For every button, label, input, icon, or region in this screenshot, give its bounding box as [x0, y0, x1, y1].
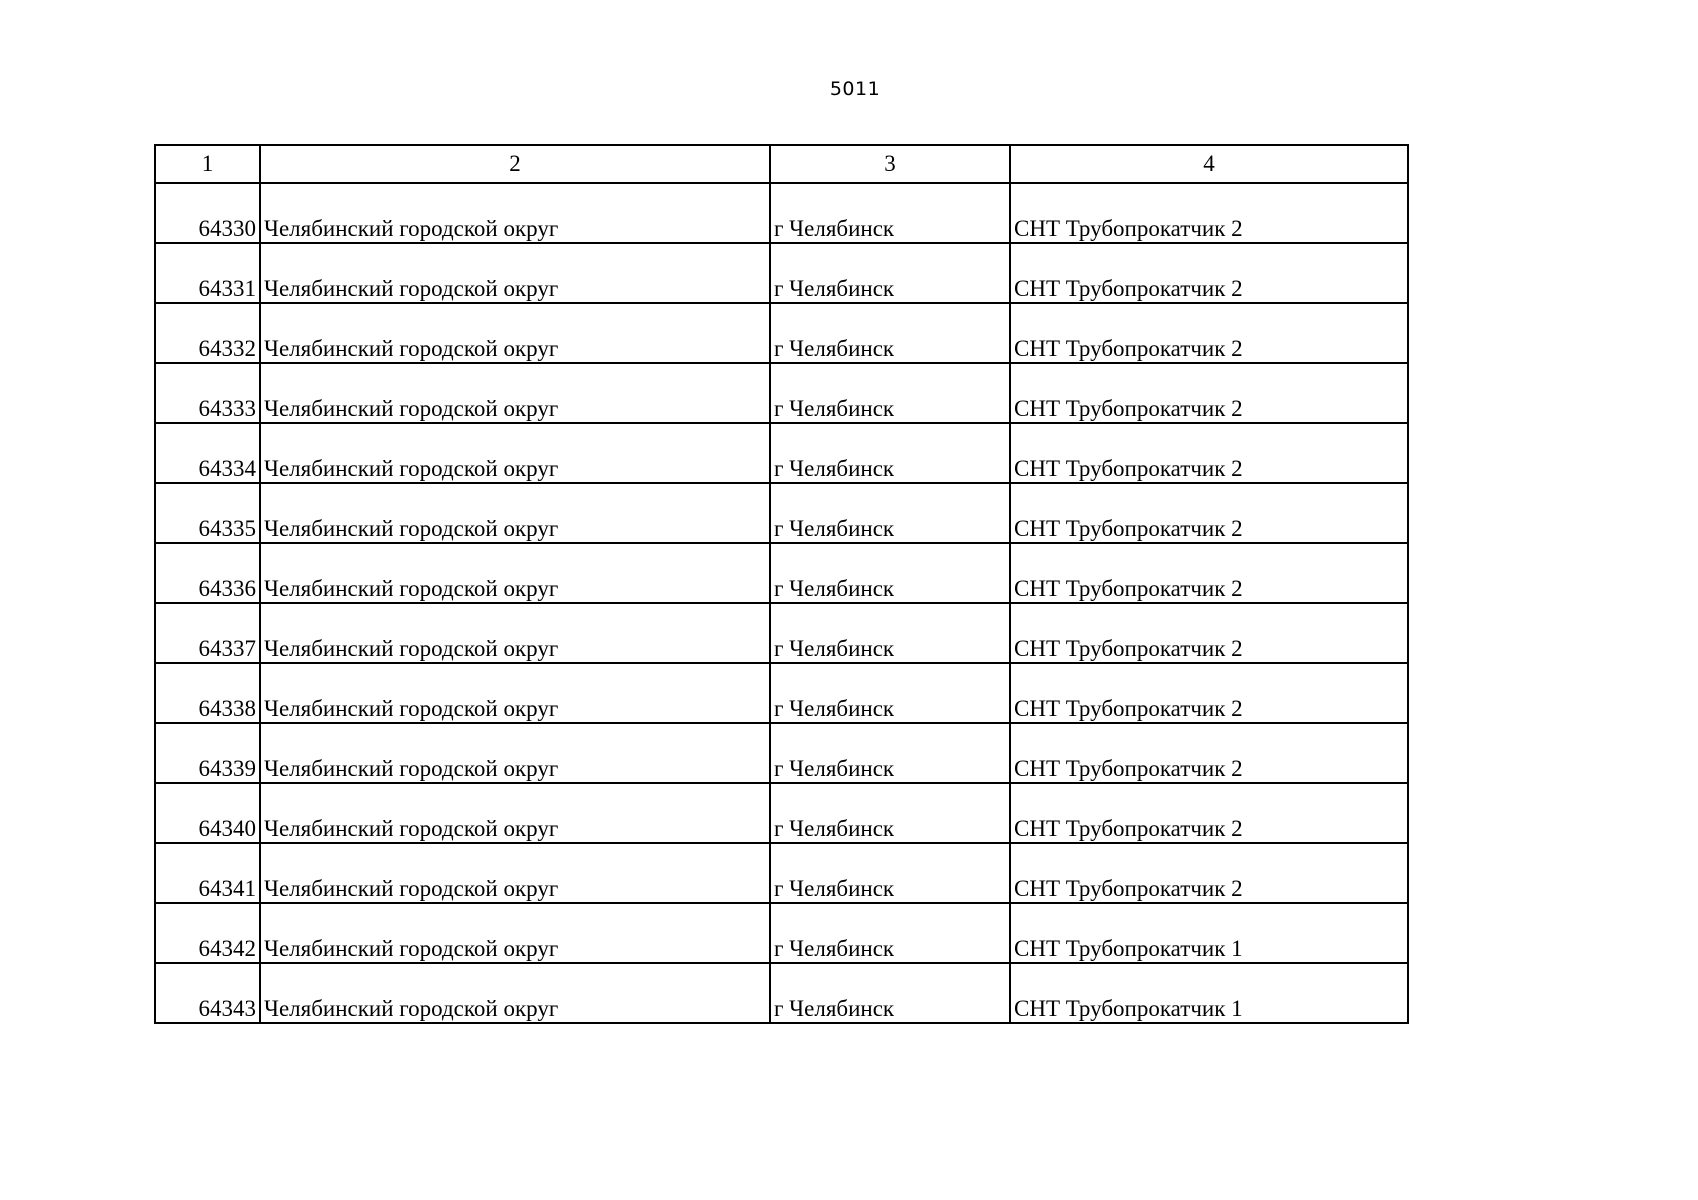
- cell-city: г Челябинск: [770, 843, 1010, 903]
- page-number: 5011: [829, 78, 881, 100]
- cell-city: г Челябинск: [770, 543, 1010, 603]
- table-row: [155, 663, 1408, 723]
- cell-city: г Челябинск: [770, 963, 1010, 1023]
- header-cell-col-2: 2: [260, 145, 770, 183]
- table-row: [155, 543, 1408, 603]
- cell-district: Челябинский городской округ: [260, 483, 770, 543]
- table-row: [155, 423, 1408, 483]
- table-row: [155, 363, 1408, 423]
- cell-settlement: СНТ Трубопрокатчик 2: [1010, 603, 1408, 663]
- cell-district: Челябинский городской округ: [260, 903, 770, 963]
- cell-code: 64330: [155, 183, 260, 243]
- cell-code: 64339: [155, 723, 260, 783]
- header-cell-col-4: 4: [1010, 145, 1408, 183]
- cell-district: Челябинский городской округ: [260, 663, 770, 723]
- cell-district: Челябинский городской округ: [260, 423, 770, 483]
- cell-settlement: СНТ Трубопрокатчик 2: [1010, 363, 1408, 423]
- cell-settlement: СНТ Трубопрокатчик 2: [1010, 543, 1408, 603]
- cell-city: г Челябинск: [770, 303, 1010, 363]
- cell-city: г Челябинск: [770, 243, 1010, 303]
- cell-settlement: СНТ Трубопрокатчик 2: [1010, 423, 1408, 483]
- cell-city: г Челябинск: [770, 663, 1010, 723]
- cell-settlement: СНТ Трубопрокатчик 2: [1010, 663, 1408, 723]
- cell-settlement: СНТ Трубопрокатчик 1: [1010, 903, 1408, 963]
- cell-district: Челябинский городской округ: [260, 543, 770, 603]
- table-row: [155, 783, 1408, 843]
- cell-code: 64333: [155, 363, 260, 423]
- cell-district: Челябинский городской округ: [260, 603, 770, 663]
- cell-city: г Челябинск: [770, 183, 1010, 243]
- cell-code: 64340: [155, 783, 260, 843]
- data-table: [154, 144, 1409, 1024]
- cell-code: 64335: [155, 483, 260, 543]
- table-row: [155, 963, 1408, 1023]
- table-row: [155, 903, 1408, 963]
- header-cell-col-1: 1: [155, 145, 260, 183]
- table-row: [155, 183, 1408, 243]
- cell-district: Челябинский городской округ: [260, 963, 770, 1023]
- cell-code: 64342: [155, 903, 260, 963]
- cell-settlement: СНТ Трубопрокатчик 2: [1010, 723, 1408, 783]
- cell-settlement: СНТ Трубопрокатчик 2: [1010, 303, 1408, 363]
- cell-code: 64334: [155, 423, 260, 483]
- cell-city: г Челябинск: [770, 423, 1010, 483]
- cell-district: Челябинский городской округ: [260, 843, 770, 903]
- cell-settlement: СНТ Трубопрокатчик 2: [1010, 183, 1408, 243]
- cell-settlement: СНТ Трубопрокатчик 1: [1010, 963, 1408, 1023]
- cell-city: г Челябинск: [770, 723, 1010, 783]
- table-row: [155, 843, 1408, 903]
- cell-city: г Челябинск: [770, 903, 1010, 963]
- cell-code: 64336: [155, 543, 260, 603]
- cell-district: Челябинский городской округ: [260, 783, 770, 843]
- cell-district: Челябинский городской округ: [260, 723, 770, 783]
- cell-city: г Челябинск: [770, 363, 1010, 423]
- table-row: [155, 303, 1408, 363]
- table-body: [155, 183, 1408, 1023]
- cell-code: 64341: [155, 843, 260, 903]
- cell-code: 64331: [155, 243, 260, 303]
- cell-settlement: СНТ Трубопрокатчик 2: [1010, 783, 1408, 843]
- cell-district: Челябинский городской округ: [260, 243, 770, 303]
- header-cell-col-3: 3: [770, 145, 1010, 183]
- cell-settlement: СНТ Трубопрокатчик 2: [1010, 843, 1408, 903]
- table-row: [155, 243, 1408, 303]
- header-row: [155, 145, 1408, 183]
- table-row: [155, 603, 1408, 663]
- cell-district: Челябинский городской округ: [260, 303, 770, 363]
- cell-code: 64332: [155, 303, 260, 363]
- cell-settlement: СНТ Трубопрокатчик 2: [1010, 243, 1408, 303]
- cell-city: г Челябинск: [770, 783, 1010, 843]
- cell-city: г Челябинск: [770, 603, 1010, 663]
- cell-settlement: СНТ Трубопрокатчик 2: [1010, 483, 1408, 543]
- cell-district: Челябинский городской округ: [260, 183, 770, 243]
- cell-district: Челябинский городской округ: [260, 363, 770, 423]
- cell-city: г Челябинск: [770, 483, 1010, 543]
- cell-code: 64337: [155, 603, 260, 663]
- cell-code: 64343: [155, 963, 260, 1023]
- table-row: [155, 723, 1408, 783]
- cell-code: 64338: [155, 663, 260, 723]
- table-row: [155, 483, 1408, 543]
- table-header: [155, 145, 1408, 183]
